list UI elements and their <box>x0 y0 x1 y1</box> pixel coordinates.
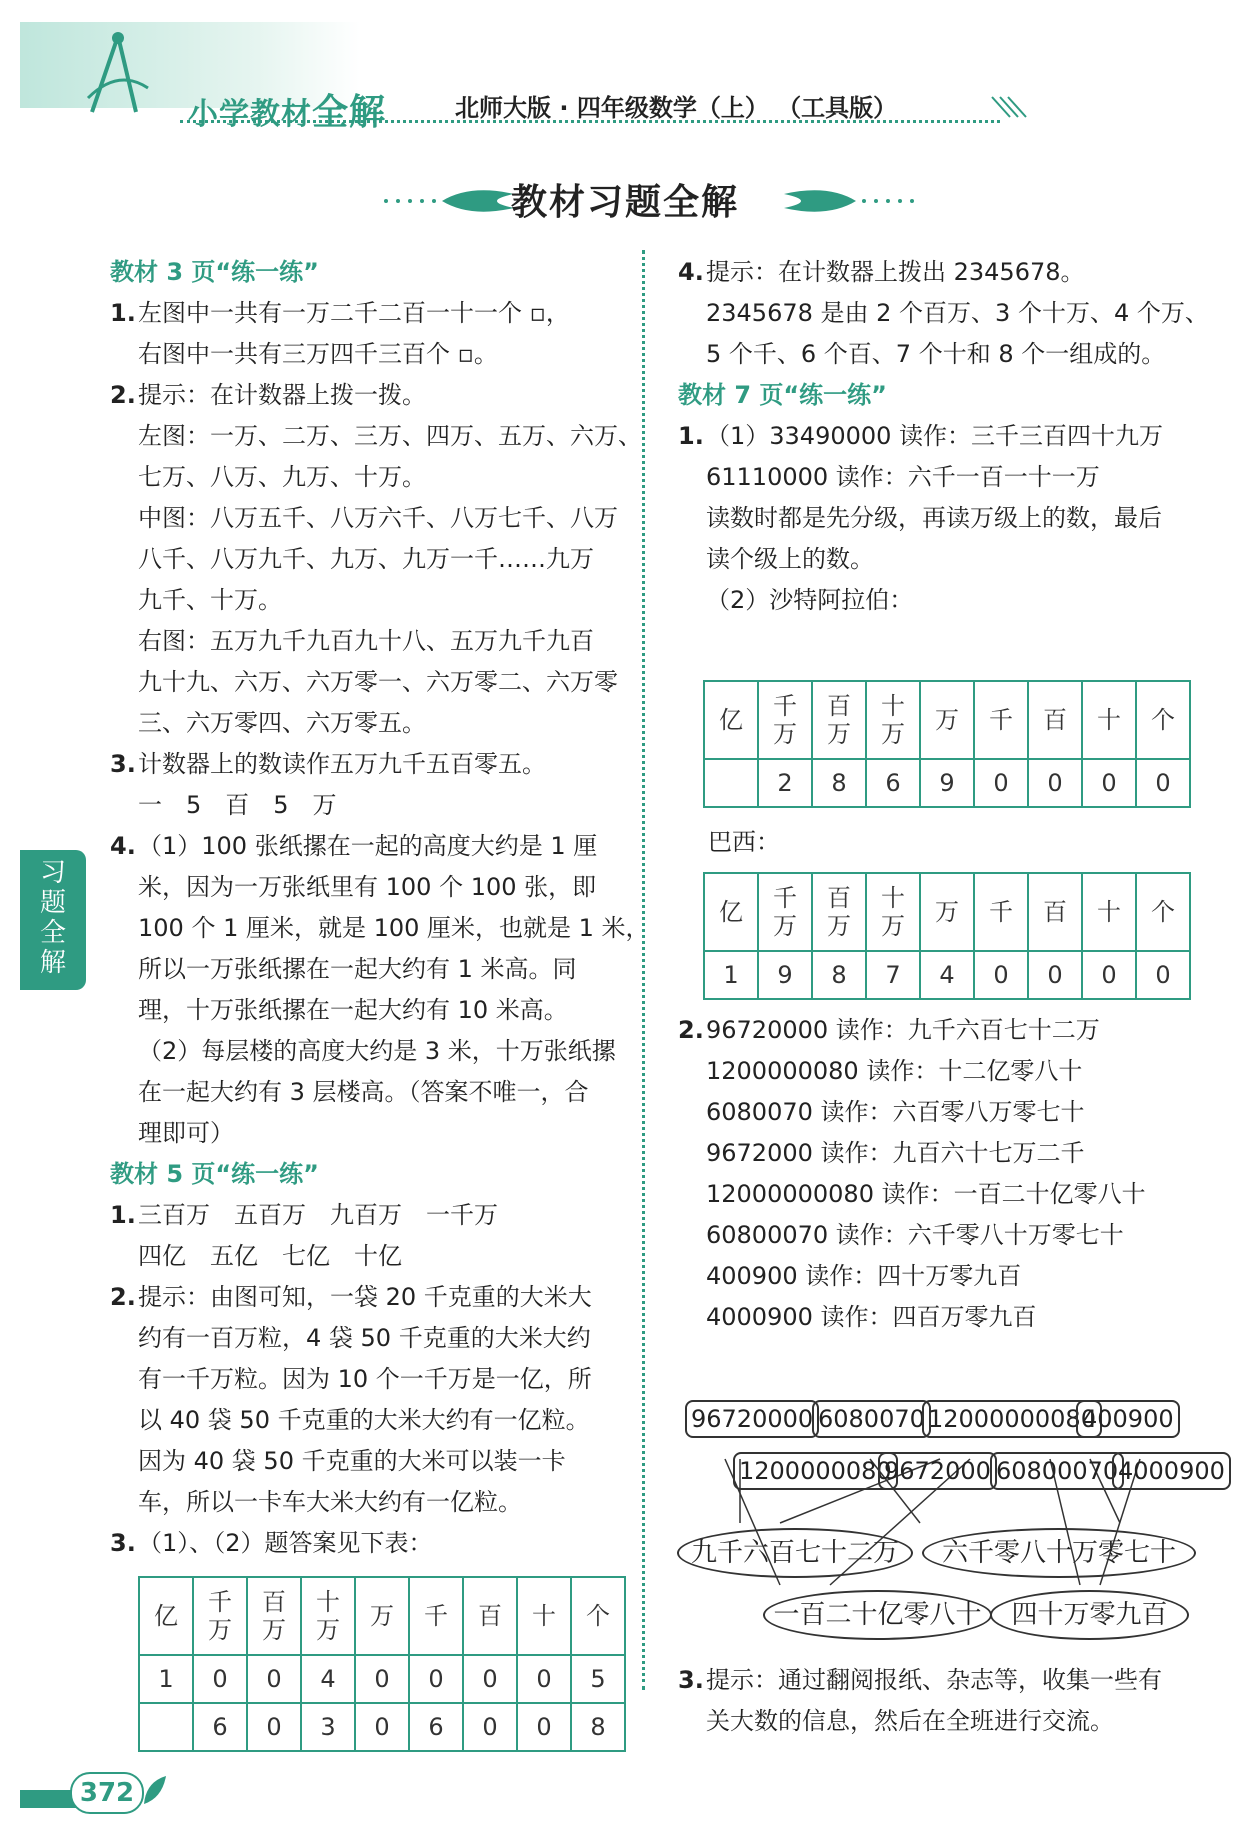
line-text: （2）沙特阿拉伯： <box>706 586 914 614</box>
line-text: 提示：通过翻阅报纸、杂志等，收集一些有 <box>706 1666 1162 1694</box>
text-line <box>110 908 650 949</box>
question-number: 3. <box>110 750 136 778</box>
table-cell: 0 <box>355 1655 409 1703</box>
right-q1-lines <box>678 416 1218 621</box>
table-header-cell <box>1028 873 1082 951</box>
header-text: 百 <box>1043 706 1067 734</box>
line-text: 九十九、六万、六万零一、六万零二、六万零 <box>138 668 618 696</box>
header-text: 个 <box>1151 898 1175 926</box>
table-cell: 0 <box>517 1655 571 1703</box>
text-line <box>678 1256 1218 1297</box>
line-text: 6080070 读作：六百零八万零七十 <box>706 1098 1085 1126</box>
text-line <box>678 1092 1218 1133</box>
header-text: 百 <box>478 1602 502 1630</box>
table-header-cell <box>301 1577 355 1655</box>
table-cell: 3 <box>301 1703 355 1751</box>
line-text: 左图：一万、二万、三万、四万、五万、六万、 <box>138 422 642 450</box>
header-text: 千万 <box>208 1588 232 1644</box>
table-header-cell <box>1136 681 1190 759</box>
header-text: 千万 <box>773 884 797 940</box>
line-text: 400900 读作：四十万零九百 <box>706 1262 1022 1290</box>
table-header-cell <box>974 681 1028 759</box>
line-text: 读个级上的数。 <box>706 545 874 573</box>
table-cell: 7 <box>866 951 920 999</box>
brand-title: 小学教材全解 <box>188 92 387 133</box>
question-number: 2. <box>110 1283 136 1311</box>
table-header-cell <box>758 873 812 951</box>
table-cell: 0 <box>355 1703 409 1751</box>
side-tab: 习 题 全 解 <box>20 850 86 990</box>
line-text: 100 个 1 厘米，就是 100 厘米，也就是 1 米， <box>138 914 650 942</box>
header-text: 亿 <box>719 898 743 926</box>
text-line <box>110 662 630 703</box>
match-number-2: 6080070 <box>812 1400 931 1438</box>
table-cell: 0 <box>1028 759 1082 807</box>
table-cell: 6 <box>193 1703 247 1751</box>
table-header-cell <box>409 1577 463 1655</box>
section-heading-p7: 教材 7 页“练一练” <box>678 381 887 409</box>
line-text: 4000900 读作：四百万零九百 <box>706 1303 1037 1331</box>
line-text: 以 40 袋 50 千克重的大米大约有一亿粒。 <box>138 1406 590 1434</box>
table-header-cell <box>1136 873 1190 951</box>
line-text: 七万、八万、九万、十万。 <box>138 463 426 491</box>
question-number: 1. <box>678 422 704 450</box>
table-cell: 0 <box>247 1655 301 1703</box>
table-cell: 0 <box>193 1655 247 1703</box>
table-cell: 0 <box>517 1703 571 1751</box>
line-text: 96720000 读作：九千六百七十二万 <box>706 1016 1100 1044</box>
right-q4-lines <box>678 252 1218 375</box>
text-line <box>678 1215 1218 1256</box>
line-text: 理即可） <box>138 1119 234 1147</box>
line-text: 一 5 百 5 万 <box>138 791 337 819</box>
header-text: 个 <box>586 1602 610 1630</box>
table-cell: 2 <box>758 759 812 807</box>
line-text: 关大数的信息，然后在全班进行交流。 <box>706 1707 1114 1735</box>
text-line <box>678 539 1218 580</box>
table-cell: 0 <box>1082 951 1136 999</box>
table-cell: 9 <box>920 759 974 807</box>
header-text: 万 <box>370 1602 394 1630</box>
table-header-cell <box>1082 681 1136 759</box>
left-column <box>110 252 650 1564</box>
question-number: 3. <box>110 1529 136 1557</box>
text-line <box>678 580 1218 621</box>
match-reading-1: 九千六百七十二万 <box>677 1528 913 1578</box>
header-text: 十 <box>1097 706 1121 734</box>
place-value-table-left <box>138 1576 626 1752</box>
table-cell: 0 <box>463 1703 517 1751</box>
text-line <box>110 990 630 1031</box>
text-line <box>110 1236 630 1277</box>
text-line <box>678 1010 1218 1051</box>
header-text: 十万 <box>881 884 905 940</box>
line-text: 右图中一共有三万四千三百个 ▫。 <box>138 340 498 368</box>
right-q2-lines <box>678 1010 1218 1338</box>
section-title: 教材习题全解 <box>510 182 739 223</box>
text-line <box>110 580 630 621</box>
match-number-1: 96720000 <box>685 1400 819 1438</box>
text-line <box>678 1701 1218 1742</box>
text-line <box>110 949 630 990</box>
text-line <box>110 1441 630 1482</box>
table-cell: 6 <box>866 759 920 807</box>
text-line <box>110 457 630 498</box>
text-line <box>678 334 1218 375</box>
table-header-cell <box>812 681 866 759</box>
table-cell: 1 <box>139 1655 193 1703</box>
right-column <box>678 252 1218 621</box>
table-header-cell <box>866 873 920 951</box>
table-cell: 0 <box>1136 951 1190 999</box>
header-text: 千 <box>989 898 1013 926</box>
line-text: 计数器上的数读作五万九千五百零五。 <box>138 750 546 778</box>
header-text: 千 <box>989 706 1013 734</box>
edition-title: 北师大版 · 四年级数学（上） （工具版） <box>455 94 898 122</box>
line-text: 有一千万粒。因为 10 个一千万是一亿，所 <box>138 1365 592 1393</box>
table-header-cell <box>920 873 974 951</box>
text-line <box>678 1133 1218 1174</box>
text-line <box>110 1400 630 1441</box>
text-line <box>110 1195 630 1236</box>
line-text: 9672000 读作：九百六十七万二千 <box>706 1139 1085 1167</box>
text-line <box>110 1318 630 1359</box>
header-text: 百万 <box>827 884 851 940</box>
question-number: 2. <box>678 1016 704 1044</box>
header-text: 百 <box>1043 898 1067 926</box>
text-line <box>110 785 630 826</box>
table-row <box>704 951 1190 999</box>
table-header-cell <box>758 681 812 759</box>
line-text: 在一起大约有 3 层楼高。（答案不唯一，合 <box>138 1078 589 1106</box>
line-text: 九千、十万。 <box>138 586 282 614</box>
section-heading-p5: 教材 5 页“练一练” <box>110 1160 319 1188</box>
place-value-table-saudi <box>703 680 1191 808</box>
table-cell <box>704 759 758 807</box>
table-cell: 0 <box>1082 759 1136 807</box>
line-text: （2）每层楼的高度大约是 3 米，十万张纸摞 <box>138 1037 616 1065</box>
header-text: 十万 <box>881 692 905 748</box>
match-number-4: 400900 <box>1076 1400 1180 1438</box>
line-text: 车，所以一卡车大米大约有一亿粒。 <box>138 1488 522 1516</box>
line-text: 米，因为一万张纸里有 100 个 100 张，即 <box>138 873 597 901</box>
text-line <box>678 416 1218 457</box>
header-text: 亿 <box>719 706 743 734</box>
header-dotted-line <box>180 120 1000 123</box>
question-number: 1. <box>110 1201 136 1229</box>
text-line <box>678 293 1218 334</box>
text-line <box>110 1482 630 1523</box>
text-line <box>110 1359 630 1400</box>
stripes-decoration <box>990 95 1030 119</box>
question-number: 3. <box>678 1666 704 1694</box>
table-header-cell <box>1028 681 1082 759</box>
text-line <box>110 498 630 539</box>
table-header-cell <box>571 1577 625 1655</box>
text-line <box>110 703 630 744</box>
text-line <box>110 539 630 580</box>
line-text: 三、六万零四、六万零五。 <box>138 709 426 737</box>
line-text: 四亿 五亿 七亿 十亿 <box>138 1242 402 1270</box>
table-cell: 0 <box>1136 759 1190 807</box>
table-cell: 5 <box>571 1655 625 1703</box>
text-line <box>110 416 642 457</box>
text-line <box>110 375 630 416</box>
table-row <box>704 759 1190 807</box>
brazil-label: 巴西： <box>708 828 780 856</box>
text-line <box>110 826 630 867</box>
line-text: 因为 40 袋 50 千克重的大米可以装一卡 <box>138 1447 566 1475</box>
question-number: 4. <box>678 258 704 286</box>
table-cell: 9 <box>758 951 812 999</box>
line-text: 提示：在计数器上拨一拨。 <box>138 381 426 409</box>
text-line <box>110 1277 630 1318</box>
header-text: 百万 <box>262 1588 286 1644</box>
line-text: 中图：八万五千、八万六千、八万七千、八万 <box>138 504 618 532</box>
question-number: 1. <box>110 299 136 327</box>
line-text: 60800070 读作：六千零八十万零七十 <box>706 1221 1124 1249</box>
text-line <box>110 1031 630 1072</box>
text-line <box>110 744 630 785</box>
header-text: 千 <box>424 1602 448 1630</box>
header-text: 千万 <box>773 692 797 748</box>
line-text: 三百万 五百万 九百万 一千万 <box>138 1201 498 1229</box>
table-header-cell <box>1082 873 1136 951</box>
header-text: 十 <box>532 1602 556 1630</box>
question-number: 2. <box>110 381 136 409</box>
table-header-cell <box>193 1577 247 1655</box>
text-line <box>678 1051 1218 1092</box>
table-cell: 8 <box>812 759 866 807</box>
column-divider <box>642 250 645 1690</box>
table-header-cell <box>974 873 1028 951</box>
place-value-table-brazil <box>703 872 1191 1000</box>
table-cell <box>139 1703 193 1751</box>
table-header-cell <box>704 873 758 951</box>
text-line <box>678 1660 1218 1701</box>
line-text: （1）100 张纸摞在一起的高度大约是 1 厘 <box>138 832 598 860</box>
line-text: 读数时都是先分级，再读万级上的数，最后 <box>706 504 1162 532</box>
match-number-6: 9672000 <box>878 1452 997 1490</box>
table-cell: 0 <box>974 759 1028 807</box>
table-header-cell <box>139 1577 193 1655</box>
table-header-cell <box>920 681 974 759</box>
table-cell: 8 <box>571 1703 625 1751</box>
line-text: 约有一百万粒，4 袋 50 千克重的大米大约 <box>138 1324 591 1352</box>
table-cell: 4 <box>301 1655 355 1703</box>
line-text: 左图中一共有一万二千二百一十一个 ▫， <box>138 299 570 327</box>
header-text: 十万 <box>316 1588 340 1644</box>
table-cell: 1 <box>704 951 758 999</box>
header-text: 亿 <box>154 1602 178 1630</box>
table-cell: 0 <box>409 1655 463 1703</box>
match-number-7: 60800070 <box>990 1452 1124 1490</box>
table-cell: 0 <box>974 951 1028 999</box>
line-text: 61110000 读作：六千一百一十一万 <box>706 463 1100 491</box>
table-row <box>139 1703 625 1751</box>
text-line <box>678 457 1218 498</box>
text-line <box>678 252 1218 293</box>
table-cell: 6 <box>409 1703 463 1751</box>
line-text: 1200000080 读作：十二亿零八十 <box>706 1057 1083 1085</box>
right-q3-lines <box>678 1660 1218 1742</box>
header-text: 十 <box>1097 898 1121 926</box>
table-cell: 8 <box>812 951 866 999</box>
table-row <box>139 1655 625 1703</box>
match-reading-3: 一百二十亿零八十 <box>763 1590 992 1640</box>
left-s1-lines <box>110 293 650 1154</box>
header-text: 万 <box>935 898 959 926</box>
text-line <box>110 621 630 662</box>
table-cell: 0 <box>247 1703 301 1751</box>
line-text: 理，十万张纸摞在一起大约有 10 米高。 <box>138 996 568 1024</box>
header-text: 个 <box>1151 706 1175 734</box>
line-text: 所以一万张纸摞在一起大约有 1 米高。同 <box>138 955 577 983</box>
table-header-cell <box>355 1577 409 1655</box>
table-cell: 0 <box>1028 951 1082 999</box>
match-number-3: 12000000080 <box>922 1400 1102 1438</box>
text-line <box>110 1072 630 1113</box>
header-text: 万 <box>935 706 959 734</box>
title-right-decoration <box>778 188 918 214</box>
line-text: 5 个千、6 个百、7 个十和 8 个一组成的。 <box>706 340 1166 368</box>
section-heading-p3: 教材 3 页“练一练” <box>110 258 319 286</box>
match-number-8: 4000900 <box>1112 1452 1231 1490</box>
table-header-cell <box>247 1577 301 1655</box>
table-header-cell <box>866 681 920 759</box>
match-reading-2: 六千零八十万零七十 <box>922 1528 1196 1578</box>
line-text: 12000000080 读作：一百二十亿零八十 <box>706 1180 1146 1208</box>
text-line <box>110 1523 630 1564</box>
text-line <box>678 1174 1218 1215</box>
text-line <box>110 1113 630 1154</box>
header-text: 百万 <box>827 692 851 748</box>
table-header-cell <box>812 873 866 951</box>
match-reading-4: 四十万零九百 <box>990 1590 1189 1640</box>
text-line <box>678 1297 1218 1338</box>
line-text: （1）33490000 读作：三千三百四十九万 <box>706 422 1164 450</box>
page-number: 372 <box>70 1772 144 1814</box>
line-text: 八千、八万九千、九万、九万一千……九万 <box>138 545 594 573</box>
compass-icon <box>78 28 158 118</box>
line-text: 右图：五万九千九百九十八、五万九千九百 <box>138 627 594 655</box>
text-line <box>110 334 630 375</box>
leaf-icon <box>140 1772 170 1808</box>
table-header-cell <box>463 1577 517 1655</box>
text-line <box>110 867 630 908</box>
left-s2-lines <box>110 1195 630 1564</box>
question-number: 4. <box>110 832 136 860</box>
table-header-cell <box>704 681 758 759</box>
match-number-5: 1200000080 <box>733 1452 898 1490</box>
line-text: 提示：在计数器上拨出 2345678。 <box>706 258 1085 286</box>
table-cell: 4 <box>920 951 974 999</box>
line-text: 2345678 是由 2 个百万、3 个十万、4 个万、 <box>706 299 1209 327</box>
table-cell: 0 <box>463 1655 517 1703</box>
line-text: 提示：由图可知，一袋 20 千克重的大米大 <box>138 1283 592 1311</box>
line-text: （1）、（2）题答案见下表： <box>138 1529 433 1557</box>
text-line <box>678 498 1218 539</box>
text-line <box>110 293 630 334</box>
table-header-cell <box>517 1577 571 1655</box>
